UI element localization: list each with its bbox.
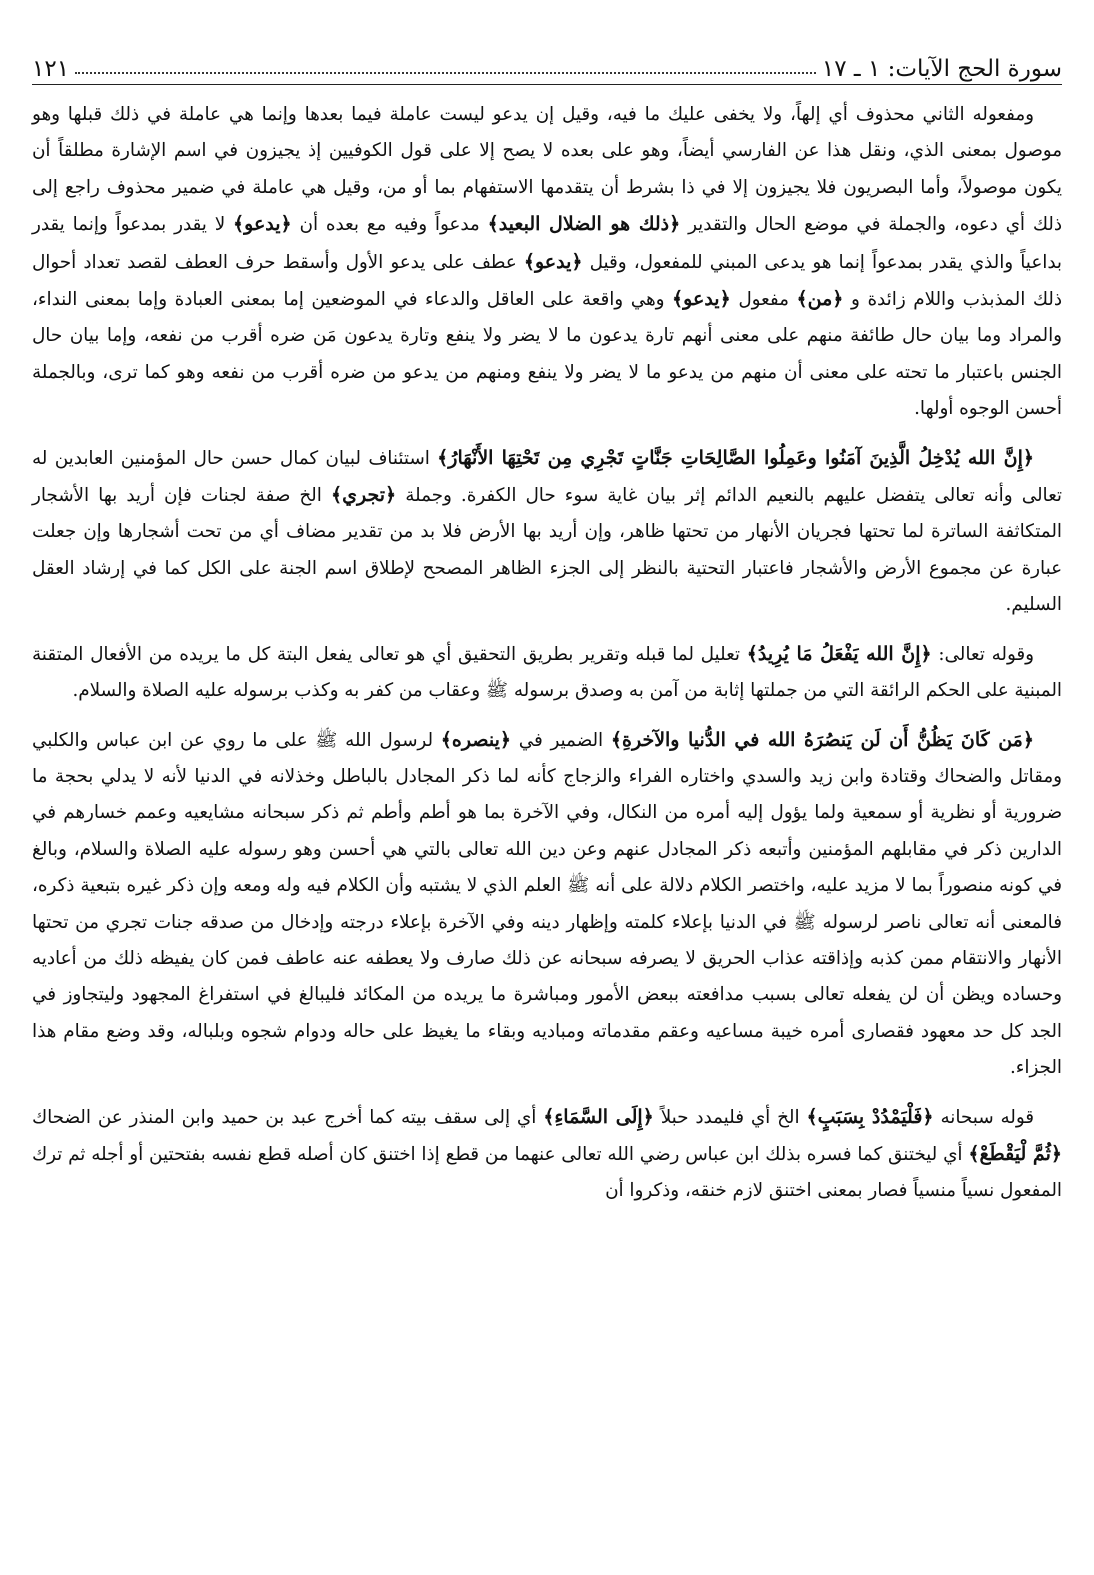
commentary-text: الخ أي فليمدد حبلاً xyxy=(653,1106,807,1128)
quran-quote: ﴿يدعو﴾ xyxy=(233,213,292,236)
paragraph-1 xyxy=(32,97,1062,428)
paragraph-4 xyxy=(32,722,1062,1087)
page-body xyxy=(32,97,1062,1210)
quran-quote: ﴿ثُمَّ لْيَقْطَعْ﴾ xyxy=(968,1142,1062,1165)
commentary-text: عطف على يدعو الأول وأسقط حرف العطف لقصد تعداد أحوال ذلك المذبذب واللام زائدة و xyxy=(32,251,1062,311)
surah-title: سورة الحج الآيات: ١ ـ ١٧ xyxy=(821,56,1062,82)
commentary-text: لا يقدر بمدعواً وإنما يقدر بداعياً والذي يقدر بمدعواً إنما هو يدعى المبني للمفعول، وقيل xyxy=(32,214,1062,273)
paragraph-5 xyxy=(32,1099,1062,1210)
quran-quote: ﴿إِلَى السَّمَاءِ﴾ xyxy=(543,1105,654,1128)
commentary-text: وهي واقعة على العاقل والدعاء في الموضعين إما بمعنى العبادة وإما بمعنى النداء، والمراد وما بيان حال طائفة منهم على معنى أنهم تارة يدعون ما لا يضر ولا ينفع وتارة يدعون مَن ضره أقرب من نفعه، وإما بيان حال الجنس باعتبار ما تحته على معنى أن منهم من يدعو ما لا يضر ولا ينفع ومنهم من يدعو من ضره أقرب من نفعه وهو كما ترى، وبالجملة أحسن الوجوه أولها. xyxy=(32,289,1062,420)
quran-quote: ﴿يدعو﴾ xyxy=(523,250,583,273)
commentary-text: الضمير في xyxy=(511,729,611,751)
quran-quote: ﴿من﴾ xyxy=(796,288,844,311)
commentary-text: مفعول xyxy=(730,289,797,311)
commentary-text: قوله سبحانه xyxy=(933,1106,1035,1128)
paragraph-3 xyxy=(32,636,1062,710)
quran-quote: ﴿ذلك هو الضلال البعيد﴾ xyxy=(487,213,681,236)
commentary-text: الخ صفة لجنات فإن أريد بها الأشجار المتكاثفة الساترة لما تحتها فجريان الأنهار من تحتها ظاهر، وإن أريد بها الأرض فلا بد من تقدير مضاف أي من تحت أشجارها وإن جعلت عبارة عن مجموع الأرض والأشجار فاعتبار التحتية بالنظر إلى الجزء الظاهر المصحح لإطلاق اسم الجنة على الكل كما في إرشاد العقل السليم. xyxy=(32,485,1062,616)
quran-quote: ﴿مَن كَانَ يَظُنُّ أَن لَن يَنصُرَهُ الله في الدُّنيا والآخرةِ﴾ xyxy=(610,728,1034,751)
commentary-text: وقوله تعالى: xyxy=(931,643,1034,665)
commentary-text: استئناف لبيان كمال حسن حال المؤمنين العابدين له تعالى وأنه تعالى يتفضل عليهم بالنعيم الدائم إثر بيان غاية سوء حال الكفرة. وجملة xyxy=(32,447,1062,507)
quran-quote: ﴿إِنَّ الله يُدْخِلُ الَّذِينَ آمَنُوا وعَمِلُوا الصَّالِحَاتِ جَنَّاتٍ تَجْرِي مِن تَحْتِهَا الأَنْهَارُ﴾ xyxy=(437,446,1034,469)
commentary-text: أي إلى سقف بيته كما أخرج عبد بن حميد وابن المنذر عن الضحاك xyxy=(32,1106,544,1128)
quran-quote: ﴿يدعو﴾ xyxy=(672,288,731,311)
quran-quote: ﴿فَلْيَمْدُدْ بِسَبَبٍ﴾ xyxy=(806,1105,934,1128)
commentary-text: تعليل لما قبله وتقرير بطريق التحقيق أي هو تعالى يفعل البتة كل ما يريده من الأفعال المتقنة المبنية على الحكم الرائقة التي من جملتها إثابة من آمن به وصدق برسوله ﷺ وعقاب من كفر به وكذب برسوله عليه الصلاة والسلام. xyxy=(32,643,1062,702)
book-page xyxy=(32,44,1062,1210)
page-number: ١٢١ xyxy=(32,56,70,82)
commentary-text: أي ليختنق كما فسره بذلك ابن عباس رضي الله تعالى عنهما من قطع إذا اختنق كان أصله قطع نفسه بفتحتين أو أجله ثم ترك المفعول نسياً منسياً فصار بمعنى اختنق لازم خنقه، وذكروا أن xyxy=(32,1143,1062,1202)
paragraph-2 xyxy=(32,440,1062,624)
leader-dots xyxy=(75,72,816,74)
quran-quote: ﴿تجري﴾ xyxy=(330,484,397,507)
commentary-text: ومفعوله الثاني محذوف أي إلهاً، ولا يخفى عليك ما فيه، وقيل إن يدعو ليست عاملة فيما بعدها وإنما هي عاملة في ذلك قبلها وهو موصول بمعنى الذي، ونقل هذا عن الفارسي أيضاً، وهو على بعده لا يصح إلا على قول الكوفيين إذ يجيزون في اسم الإشارة مطلقاً أن يكون موصولاً، وأما البصريون فلا يجيزون إلا في ذا بشرط أن يتقدمها الاستفهام بما أو من، وقيل هي عاملة في ضمير محذوف راجع إلى ذلك أي دعوه، والجملة في موضع الحال والتقدير xyxy=(32,104,1062,236)
quran-quote: ﴿إِنَّ الله يَفْعَلُ مَا يُرِيدُ﴾ xyxy=(746,642,932,665)
running-header xyxy=(32,44,1062,85)
commentary-text: لرسول الله ﷺ على ما روي عن ابن عباس والكلبي ومقاتل والضحاك وقتادة وابن زيد والسدي واختاره الفراء والزجاج كأنه لما ذكر المجادل بالباطل وخذلانه في الدنيا لأنه لا يدلي بحجة ما ضرورية أو نظرية أو سمعية ولما يؤول إليه أمره من النكال، وفي الآخرة بما هو أطم وأطم ثم ذكر سبحانه مشايعيه وعمم خسارهم في الدارين ذكر في مقابلهم المؤمنين وأتبعه ذكر المجادل عنهم وعن دين الله تعالى بالتي هي أحسن وهو رسوله عليه الصلاة والسلام، وبالغ في كونه منصوراً بما لا مزيد عليه، واختصر الكلام دلالة على أنه ﷺ العلم الذي لا يشتبه وأن الكلام فيه وله ومعه وإن ذكر غيره بتبعية ذكره، فالمعنى أنه تعالى ناصر لرسوله ﷺ في الدنيا بإعلاء كلمته وإظهار دينه وفي الآخرة بإعلاء درجته وإدخال من صدقه جنات تجري من تحتها الأنهار والانتقام ممن كذبه وإذاقته عذاب الحريق لا يصرفه سبحانه عن ذلك صارف ولا يعطفه عنه عاطف فمن كان يفيظه ذلك من أعاديه وحساده ويظن أن لن يفعله تعالى بسبب مدافعته ببعض الأمور ومباشرة ما يريده من المكائد فليبالغ في استفراغ المجهود وليتجاوز في الجد كل حد معهود فقصارى أمره خيبة مساعيه وعقم مقدماته ومباديه وبقاء ما يغيظ على حاله ودوام شجوه وبلباله، وقد وضع مقام هذا الجزاء. xyxy=(32,729,1062,1079)
commentary-text: مدعواً وفيه مع بعده أن xyxy=(291,214,488,236)
quran-quote: ﴿ينصره﴾ xyxy=(440,728,511,751)
